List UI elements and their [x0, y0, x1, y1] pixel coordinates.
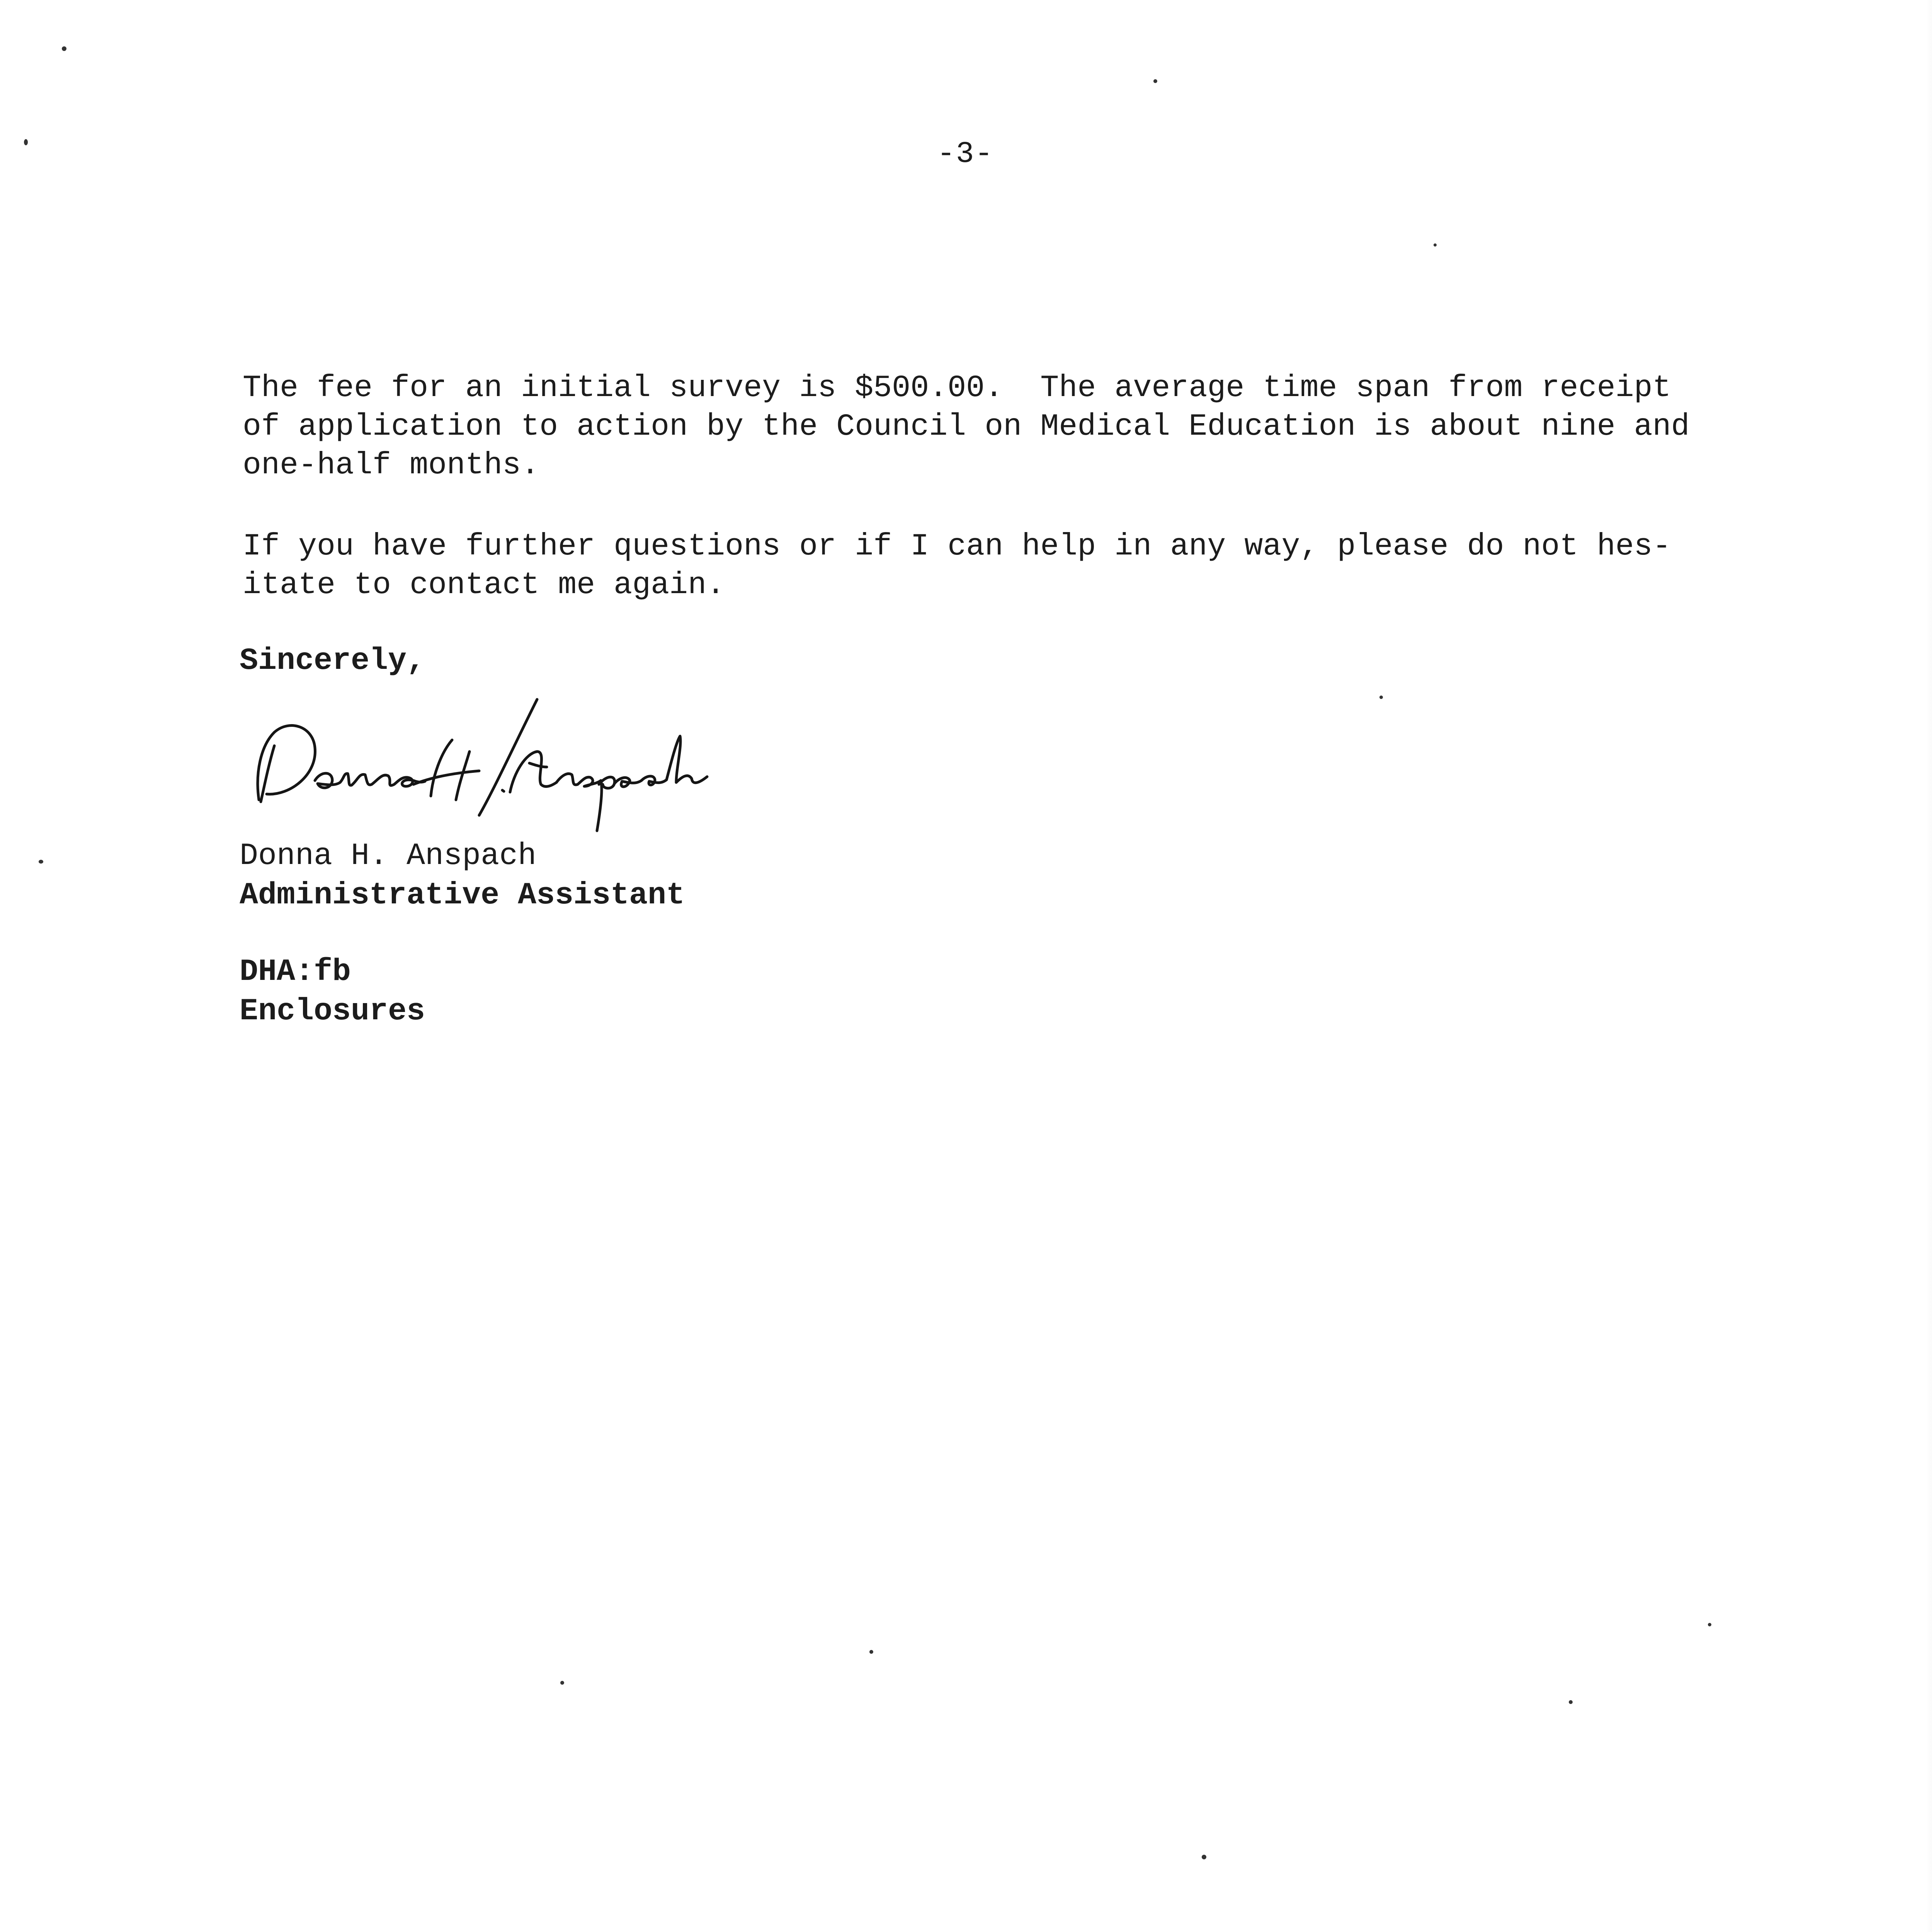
- signer-title: Administrative Assistant: [240, 878, 685, 913]
- reference-initials: DHA:fb: [240, 954, 351, 990]
- enclosures-note: Enclosures: [240, 994, 425, 1029]
- scan-edge-shadow: [1926, 0, 1932, 1932]
- paragraph-fee: [243, 369, 1690, 485]
- signer-name: Donna H. Anspach: [240, 838, 537, 874]
- scan-speck: [24, 139, 28, 145]
- scan-speck: [39, 860, 43, 864]
- paragraph-contact-line-2: itate to contact me again.: [243, 568, 725, 603]
- closing-salutation: Sincerely,: [240, 643, 425, 679]
- paragraph-fee-line-3: one-half months.: [243, 448, 540, 483]
- page-number: -3-: [937, 137, 994, 171]
- paragraph-fee-line-1: The fee for an initial survey is $500.00. The average time span from receipt: [243, 371, 1671, 406]
- scan-speck: [1569, 1700, 1573, 1704]
- scan-speck: [1434, 243, 1437, 247]
- paragraph-fee-line-2: of application to action by the Council on Medical Education is about nine and: [243, 409, 1690, 444]
- scan-speck: [1708, 1623, 1711, 1626]
- scan-speck: [869, 1650, 873, 1654]
- handwritten-signature: [232, 668, 773, 854]
- scan-speck: [1379, 696, 1383, 699]
- scan-speck: [1202, 1855, 1206, 1859]
- scan-speck: [1153, 79, 1157, 83]
- paragraph-contact: [243, 527, 1671, 605]
- scan-speck: [560, 1681, 564, 1685]
- paragraph-contact-line-1: If you have further questions or if I can help in any way, please do not hes-: [243, 529, 1671, 564]
- scan-speck: [62, 46, 66, 51]
